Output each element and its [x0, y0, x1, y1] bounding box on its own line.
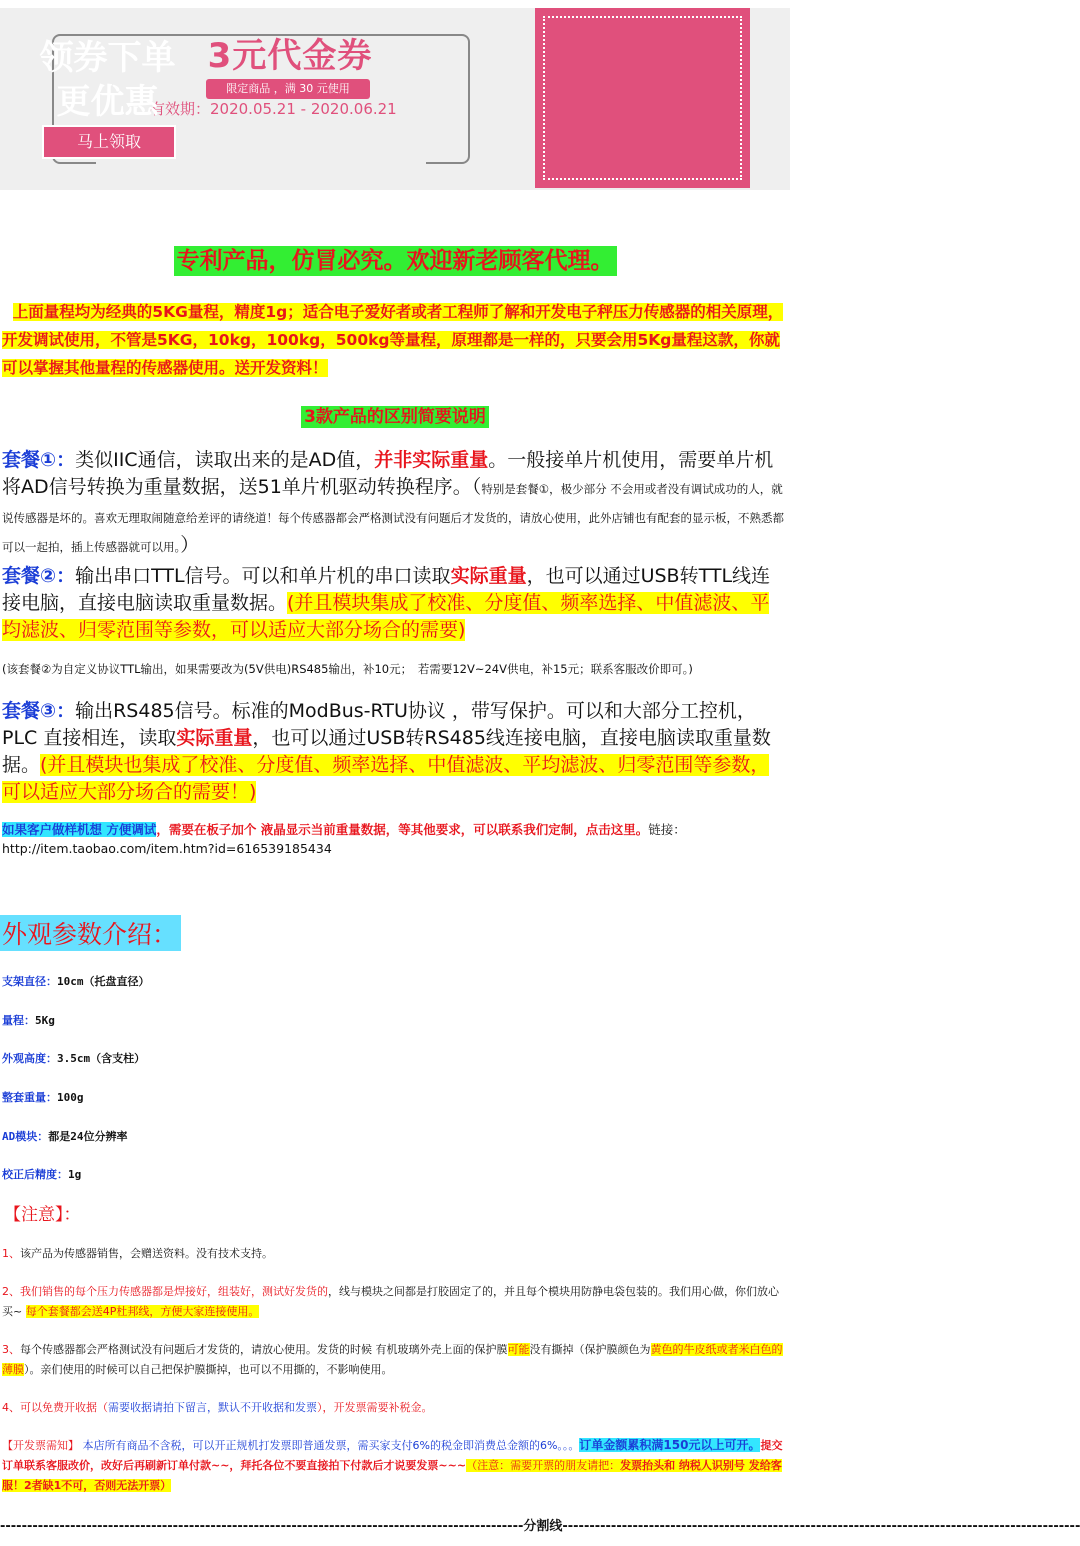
- spec-row: 量程：5Kg: [2, 1014, 55, 1027]
- promo-line-1: 领券下单: [39, 38, 176, 78]
- patent-notice: 专利产品，仿冒必究。欢迎新老顾客代理。: [0, 242, 790, 275]
- diff-title: 3款产品的区别简要说明: [0, 402, 790, 427]
- note-4: 4、可以免费开收据（需要收据请拍下留言，默认不开收据和发票），开发票需要补税金。: [2, 1401, 433, 1414]
- claim-coupon-button[interactable]: 马上领取: [42, 125, 176, 159]
- promo-panel: [535, 8, 750, 188]
- package-3-description: 套餐③：输出RS485信号。标准的ModBus-RTU协议 ，带写保护。可以和大部分工控机，PLC 直接相连，读取实际重量，也可以通过USB转RS485线连接电脑，直接电脑读取重量数据。(并且模块也集成了校准、分度值、频率选择、中值滤波、平均滤波、归零范围等参数，可以适应大部分场合的需要！): [2, 700, 771, 803]
- promo-line-2: 更优惠: [56, 82, 159, 122]
- package-1-description: 套餐①：类似IIC通信，读取出来的是AD值，并非实际重量。一般接单片机使用，需要单片机将AD信号转换为重量数据，送51单片机驱动转换程序。（特别是套餐①，极少部分 不会用或者没有调试成功的人，就说传感器是坏的。喜欢无理取闹随意给差评的请绕道！每个传感器都会严格测试没有问题后才发货的，请放心使用，此外店铺也有配套的显示板，不熟悉都可以一起拍，插上传感器就可以用。）: [2, 449, 784, 556]
- product-link[interactable]: 链接： http://item.taobao.com/item.htm?id=616539185434: [2, 822, 686, 856]
- section-divider: -------------------------------------------------------------------------------------------------分割线------------------------------------------------------------------------------------------------: [0, 1519, 1080, 1534]
- note-3: 3、每个传感器都会严格测试没有问题后才发货的，请放心使用。发货的时候 有机玻璃外壳上面的保护膜可能没有撕掉（保护膜颜色为黄色的牛皮纸或者米白色的薄膜）。亲们使用的时候可以自己把保护膜撕掉，也可以不用撕的，不影响使用。: [2, 1343, 783, 1376]
- custom-order-note: 如果客户做样机想 方便调试，需要在板子加个 液晶显示当前重量数据，等其他要求，可以联系我们定制，点击这里。链接： http://item.taobao.com/item.htm?id=616539185434: [2, 822, 686, 856]
- spec-row: AD模块：都是24位分辨率: [2, 1130, 128, 1143]
- coupon-title: 3元代金券: [207, 36, 373, 76]
- spec-row: 支架直径：10cm（托盘直径）: [2, 975, 150, 988]
- spec-row: 校正后精度：1g: [2, 1168, 82, 1181]
- package-2-description: 套餐②：输出串口TTL信号。可以和单片机的串口读取实际重量，也可以通过USB转TTL线连接电脑，直接电脑读取重量数据。(并且模块集成了校准、分度值、频率选择、中值滤波、平均滤波、归零范围等参数，可以适应大部分场合的需要): [2, 565, 771, 641]
- intro-paragraph: 上面量程均为经典的5KG量程，精度1g；适合电子爱好者或者工程师了解和开发电子秤压力传感器的相关原理，开发调试使用，不管是5KG，10kg，100kg，500kg等量程，原理都是一样的，只要会用5Kg量程这款，你就可以掌握其他量程的传感器使用。送开发资料！: [2, 303, 784, 377]
- package-2-note: (该套餐②为自定义协议TTL输出，如果需要改为(5V供电)RS485输出，补10元； 若需要12V~24V供电，补15元；联系客服改价即可。): [2, 662, 693, 676]
- appearance-title: 外观参数介绍：: [0, 915, 181, 951]
- coupon-condition: 限定商品 ，满 30 元使用: [206, 79, 370, 99]
- notice-title: 【注意】：: [4, 1205, 81, 1225]
- spec-row: 外观高度：3.5cm（含支柱）: [2, 1052, 146, 1065]
- note-invoice: 【开发票需知】 本店所有商品不含税，可以开正规机打发票即普通发票，需买家支付6%的税金即消费总金额的6%。。。订单金额累积满150元以上可开。提交订单联系客服改价，改好后再刷新订单付款~~，拜托各位不要直接拍下付款后才说要发票~~~（注意：需要开票的朋友请把：发票抬头和 纳税人识别号 发给客服！2者缺1不可，否则无法开票）: [2, 1438, 783, 1492]
- coupon-validity: 有效期：2020.05.21 - 2020.06.21: [150, 100, 397, 118]
- spec-row: 整套重量：100g: [2, 1091, 84, 1104]
- note-1: 1、该产品为传感器销售，会赠送资料。没有技术支持。: [2, 1247, 273, 1260]
- note-2: 2、我们销售的每个压力传感器都是焊接好，组装好，测试好发货的，线与模块之间都是打胶固定了的，并且每个模块用防静电袋包装的。我们用心做，你们放心买~ 每个套餐都会送4P杜邦线，方便大家连接使用。: [2, 1285, 779, 1318]
